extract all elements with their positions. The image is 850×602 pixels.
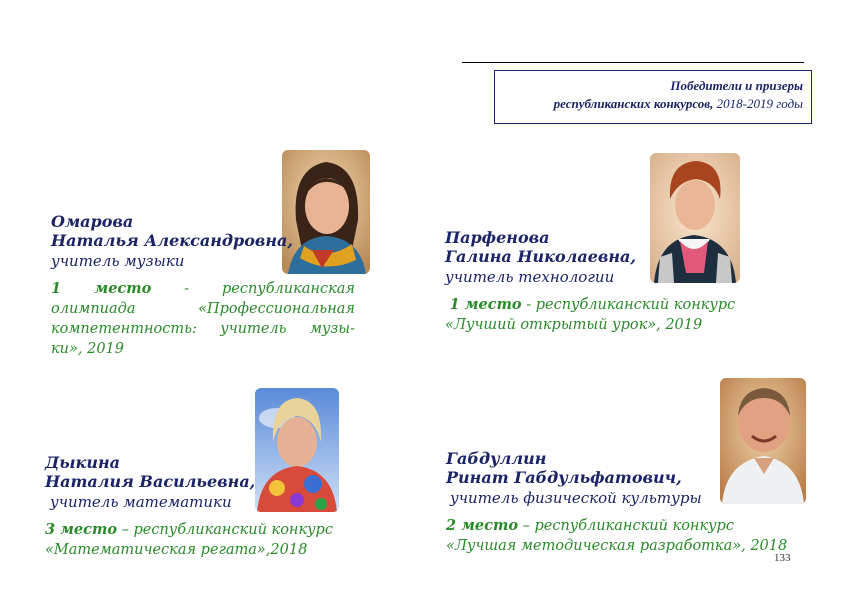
person-role: учитель физической культуры — [450, 489, 702, 507]
header-subtitle-years: 2018-2019 годы — [713, 96, 803, 111]
person-award — [51, 279, 355, 359]
award-text-line: «Лучший открытый урок», 2019 — [445, 317, 703, 333]
person-award — [45, 520, 365, 560]
award-text-line: - республиканский конкурс — [521, 297, 736, 313]
person-given-names: Наталья Александровна, — [51, 231, 293, 250]
award-place: 2 место — [446, 517, 518, 534]
person-omarova — [51, 212, 355, 359]
page-number: 133 — [774, 552, 791, 564]
award-text-line: «Лучшая методическая разработка», 2018 — [446, 538, 788, 554]
award-place: 1 место — [51, 280, 152, 297]
person-award — [445, 295, 785, 335]
person-surname: Парфенова — [445, 228, 550, 247]
award-text-line: - республиканская — [151, 281, 355, 297]
award-place: 1 место — [449, 296, 522, 313]
person-award — [446, 516, 806, 556]
person-surname: Омарова — [51, 212, 134, 231]
person-role: учитель технологии — [445, 268, 615, 286]
award-text-line: олимпиада «Профессиональная — [51, 301, 355, 317]
award-text-line: компетентность: учитель музы- — [51, 321, 355, 337]
award-text-line: ки», 2019 — [51, 341, 124, 357]
person-role: учитель музыки — [51, 252, 185, 270]
header-subtitle-bold: республиканских конкурсов, — [553, 96, 714, 111]
award-text-line: – республиканский конкурс — [117, 522, 333, 538]
person-surname: Габдуллин — [446, 449, 547, 468]
award-text-line: – республиканский конкурс — [518, 518, 734, 534]
person-given-names: Наталия Васильевна, — [45, 472, 256, 491]
person-gabdullin — [446, 449, 806, 556]
header-rule — [462, 62, 804, 63]
header-title: Победители и призеры — [670, 78, 803, 93]
person-role: учитель математики — [50, 493, 232, 511]
person-surname: Дыкина — [45, 453, 120, 472]
person-parfenova — [445, 228, 785, 335]
person-given-names: Галина Николаевна, — [445, 247, 636, 266]
award-place: 3 место — [45, 521, 117, 538]
person-dykina — [45, 453, 365, 560]
award-text-line: «Математическая регата»,2018 — [45, 542, 308, 558]
person-given-names: Ринат Габдульфатович, — [446, 468, 682, 487]
section-header — [494, 70, 812, 124]
